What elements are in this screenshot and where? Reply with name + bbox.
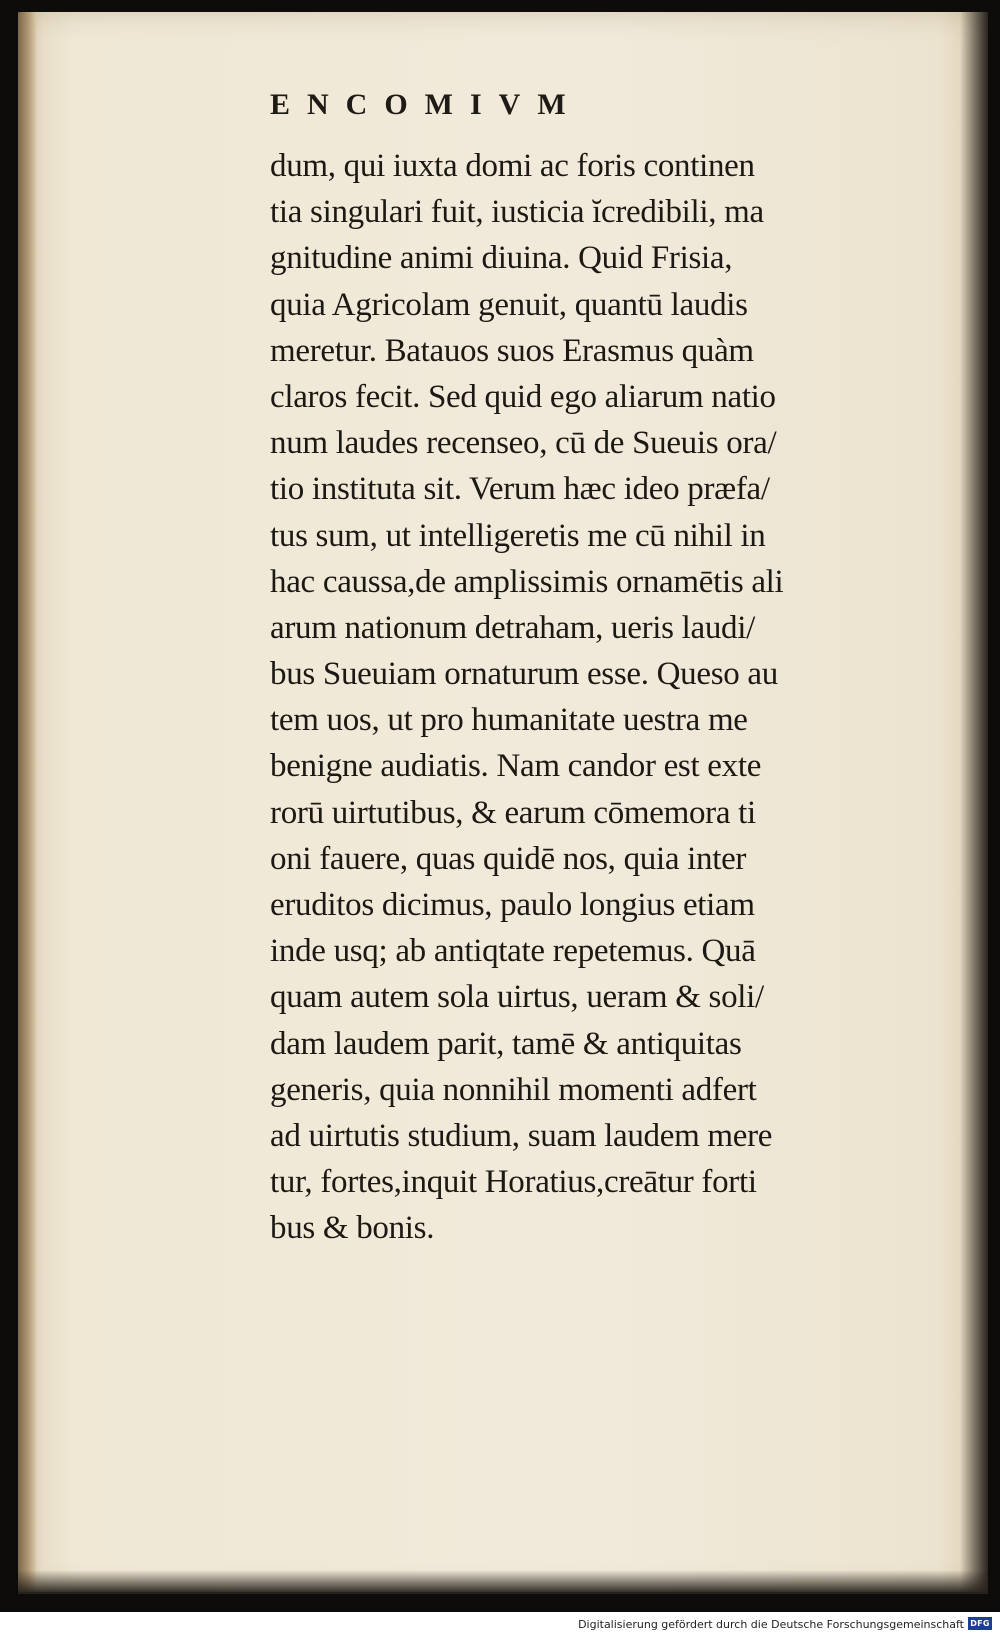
text-line: claros fecit. Sed quid ego aliarum natio — [270, 378, 776, 415]
text-line: rorū uirtutibus, & earum cōmemora ti — [270, 794, 756, 831]
page-gutter-edge — [18, 12, 36, 1592]
dfg-logo: DFG — [968, 1617, 992, 1630]
text-line: bus & bonis. — [270, 1210, 435, 1247]
funding-note: Digitalisierung gefördert durch die Deutsche Forschungsgemeinschaft — [578, 1618, 964, 1631]
page-bottom-edge — [18, 1570, 988, 1594]
text-line: tur, fortes,inquit Horatius,creātur forti — [270, 1164, 757, 1201]
text-line: num laudes recenseo, cū de Sueuis ora/ — [270, 425, 777, 462]
text-line: benigne audiatis. Nam candor est exte — [270, 748, 762, 785]
text-line: eruditos dicimus, paulo longius etiam — [270, 887, 755, 923]
text-line: hac caussa,de amplissimis ornamētis ali — [270, 563, 784, 600]
text-line: dam laudem parit, tamē & antiquitas — [270, 1025, 742, 1062]
text-line: dum, qui iuxta domi ac foris continen — [270, 148, 755, 184]
text-line: ad uirtutis studium, suam laudem mere — [270, 1117, 773, 1154]
text-line: meretur. Batauos suos Erasmus quàm — [270, 332, 754, 369]
body-text — [270, 143, 930, 1252]
text-line: tia singulari fuit, iusticia ĭcredibili, ma — [270, 194, 764, 231]
text-line: quam autem sola uirtus, ueram & soli/ — [270, 979, 764, 1016]
page-right-edge — [960, 12, 988, 1592]
text-line: generis, quia nonnihil momenti adfert — [270, 1071, 757, 1108]
text-line: bus Sueuiam ornaturum esse. Queso au — [270, 656, 778, 693]
text-line: arum nationum detraham, ueris laudi/ — [270, 609, 755, 646]
running-head: ENCOMIVM — [270, 88, 583, 121]
text-line: tus sum, ut intelligeretis me cū nihil in — [270, 517, 766, 554]
text-line: quia Agricolam genuit, quantū laudis — [270, 286, 748, 323]
text-line: tem uos, ut pro humanitate uestra me — [270, 702, 748, 739]
text-line: inde usq; ab antiqtate repetemus. Quā — [270, 933, 756, 970]
text-line: oni fauere, quas quidē nos, quia inter — [270, 840, 747, 877]
text-line: gnitudine animi diuina. Quid Frisia, — [270, 240, 733, 277]
text-line: tio instituta sit. Verum hæc ideo præfa/ — [270, 471, 770, 508]
